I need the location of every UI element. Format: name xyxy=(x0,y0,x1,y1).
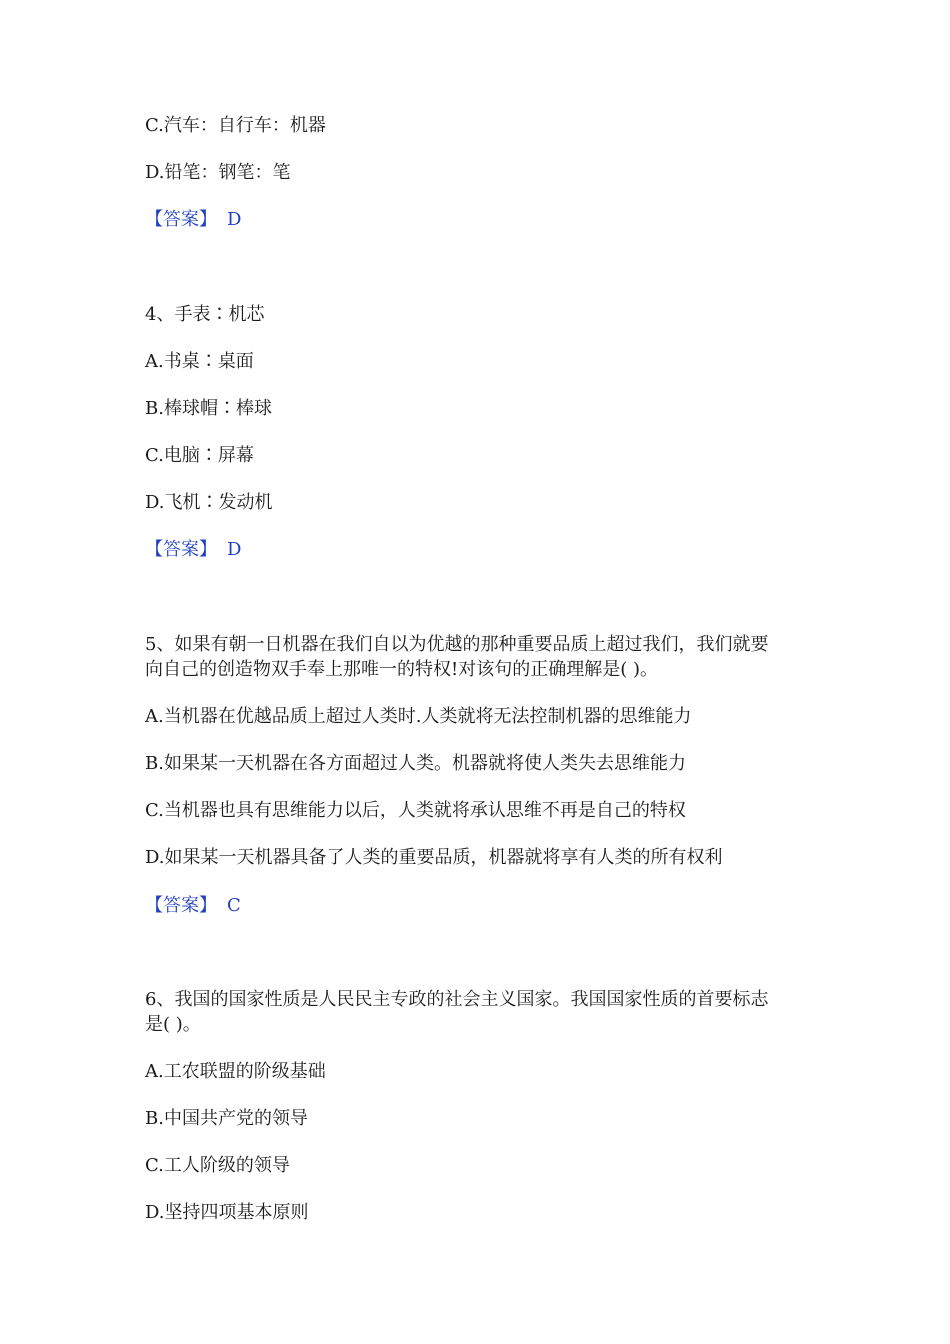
q3-option-c: C.汽车：自行车：机器 xyxy=(145,115,326,136)
q6-option-c: C.工人阶级的领导 xyxy=(145,1155,290,1176)
q4-answer xyxy=(145,539,241,561)
answer-label: 【答案】 xyxy=(145,895,217,916)
q4-stem: 4、手表∶机芯 xyxy=(145,304,265,325)
q6-option-d: D.坚持四项基本原则 xyxy=(145,1202,309,1223)
q5-answer xyxy=(145,895,241,917)
q5-option-c: C.当机器也具有思维能力以后，人类就将承认思维不再是自己的特权 xyxy=(145,800,686,821)
q5-option-a: A.当机器在优越品质上超过人类时.人类就将无法控制机器的思维能力 xyxy=(145,706,692,727)
q5-option-d: D.如果某一天机器具备了人类的重要品质，机器就将享有人类的所有权利 xyxy=(145,847,723,868)
q3-option-d: D.铅笔：钢笔：笔 xyxy=(145,162,291,183)
q4-option-a: A.书桌∶桌面 xyxy=(145,351,254,372)
answer-value: D xyxy=(227,539,242,560)
q6-option-b: B.中国共产党的领导 xyxy=(145,1108,308,1129)
q4-option-b: B.棒球帽∶棒球 xyxy=(145,398,272,419)
answer-label: 【答案】 xyxy=(145,539,217,560)
q6-stem-line2: 是( )。 xyxy=(145,1014,201,1035)
answer-value: C xyxy=(227,895,241,916)
q5-stem-line1: 5、如果有朝一日机器在我们自以为优越的那种重要品质上超过我们，我们就要 xyxy=(145,634,769,655)
answer-label: 【答案】 xyxy=(145,209,217,230)
q6-stem-line1: 6、我国的国家性质是人民民主专政的社会主义国家。我国国家性质的首要标志 xyxy=(145,989,769,1010)
q5-stem-line2: 向自己的创造物双手奉上那唯一的特权!对该句的正确理解是( )。 xyxy=(145,659,658,680)
q4-option-c: C.电脑∶屏幕 xyxy=(145,445,254,466)
answer-value: D xyxy=(227,209,242,230)
q3-answer xyxy=(145,209,241,231)
q4-option-d: D.飞机∶发动机 xyxy=(145,492,273,513)
q5-option-b: B.如果某一天机器在各方面超过人类。机器就将使人类失去思维能力 xyxy=(145,753,686,774)
q6-option-a: A.工农联盟的阶级基础 xyxy=(145,1061,326,1082)
